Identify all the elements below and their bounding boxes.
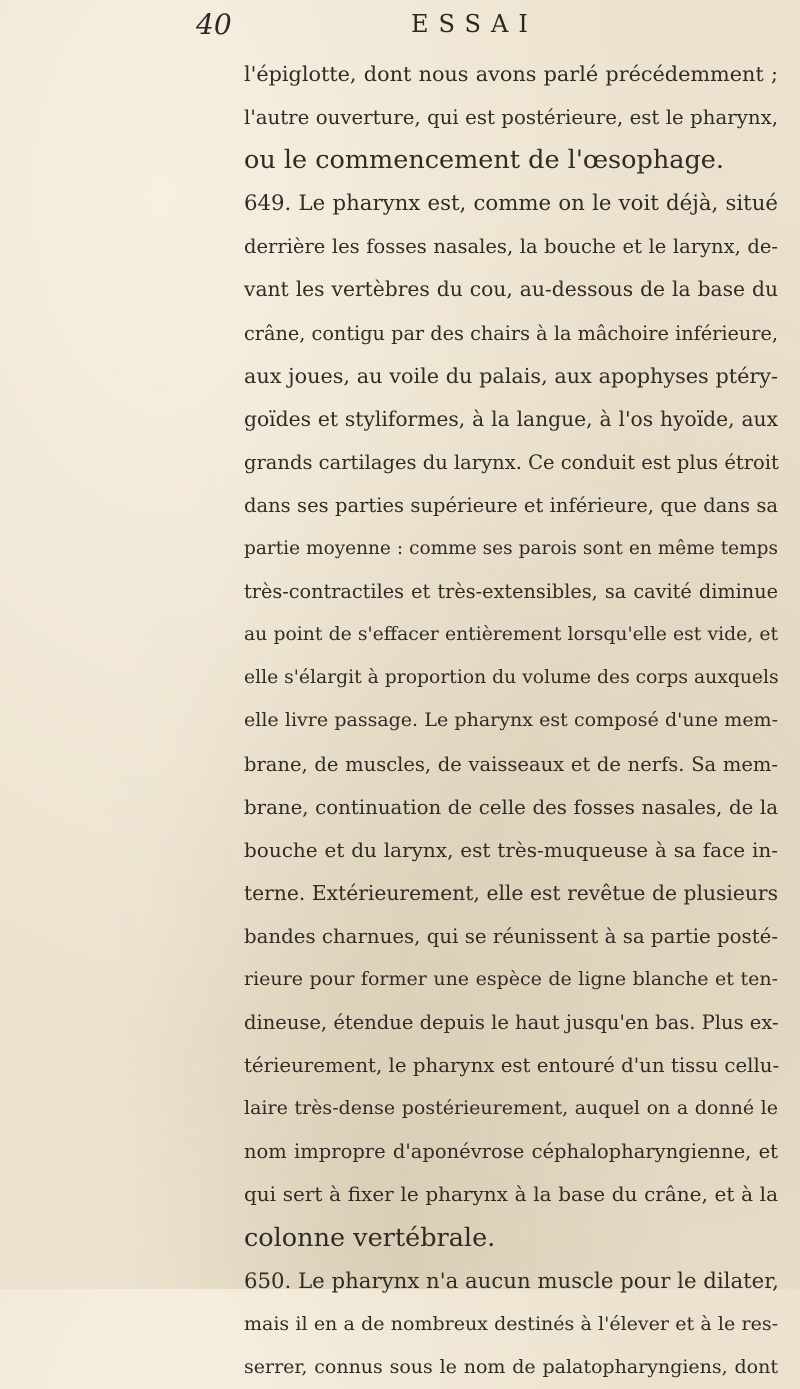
text-line: elle livre passage. Le pharynx est composé d'une mem- [244,709,778,732]
page-number: 40 [196,8,232,41]
running-title: ESSAI [411,10,538,38]
text-line: ou le commencement de l'œsophage. [244,145,724,176]
text-line: elle s'élargit à proportion du volume des corps auxquels [244,667,779,689]
running-head [196,8,756,48]
text-line: dans ses parties supérieure et inférieure, que dans sa [244,493,778,517]
text-line: nom impropre d'aponévrose céphalopharyngienne, et [244,1140,778,1164]
paragraph-649-start: 649. Le pharynx est, comme on le voit déjà, situé [244,191,778,217]
text-line: crâne, contigu par des chairs à la mâchoire inférieure, [244,321,778,345]
text-line: serrer, connus sous le nom de palatopharyngiens, dont [244,1355,778,1378]
text-line: vant les vertèbres du cou, au-dessous de la base du [244,277,778,302]
text-line: goïdes et styliformes, à la langue, à l'os hyoïde, aux [244,406,778,431]
text-line: grands cartilages du larynx. Ce conduit est plus étroit [244,450,779,474]
text-line: très-contractiles et très-extensibles, sa cavité diminue [244,580,778,604]
text-line: l'autre ouverture, qui est postérieure, est le pharynx, [244,106,778,130]
text-line: brane, de muscles, de vaisseaux et de nerfs. Sa mem- [244,752,778,776]
text-line: térieurement, le pharynx est entouré d'un tissu cellu- [244,1054,780,1078]
text-line: laire très-dense postérieurement, auquel on a donné le [244,1097,778,1120]
text-line: mais il en a de nombreux destinés à l'élever et à le res- [244,1312,778,1335]
text-line: colonne vertébrale. [244,1222,496,1253]
body-text [244,53,778,1389]
text-line: l'épiglotte, dont nous avons parlé précédemment ; [244,62,778,86]
text-line: au point de s'effacer entièrement lorsqu'elle est vide, et [244,624,778,646]
text-line: derrière les fosses nasales, la bouche et le larynx, de- [244,235,778,259]
text-line: qui sert à fixer le pharynx à la base du crâne, et à la [244,1182,778,1207]
text-line: rieure pour former une espèce de ligne blanche et ten- [244,967,778,990]
paragraph-650-start: 650. Le pharynx n'a aucun muscle pour le dilater, [244,1268,779,1294]
text-line: brane, continuation de celle des fosses nasales, de la [244,795,778,819]
text-line: bouche et du larynx, est très-muqueuse à sa face in- [244,837,778,862]
text-line: partie moyenne : comme ses parois sont en même temps [244,538,778,560]
text-line: dineuse, étendue depuis le haut jusqu'en bas. Plus ex- [244,1011,779,1035]
text-line: bandes charnues, qui se réunissent à sa partie posté- [244,924,778,948]
text-line: aux joues, au voile du palais, aux apophyses ptéry- [244,363,778,388]
text-line: terne. Extérieurement, elle est revêtue de plusieurs [244,880,778,905]
